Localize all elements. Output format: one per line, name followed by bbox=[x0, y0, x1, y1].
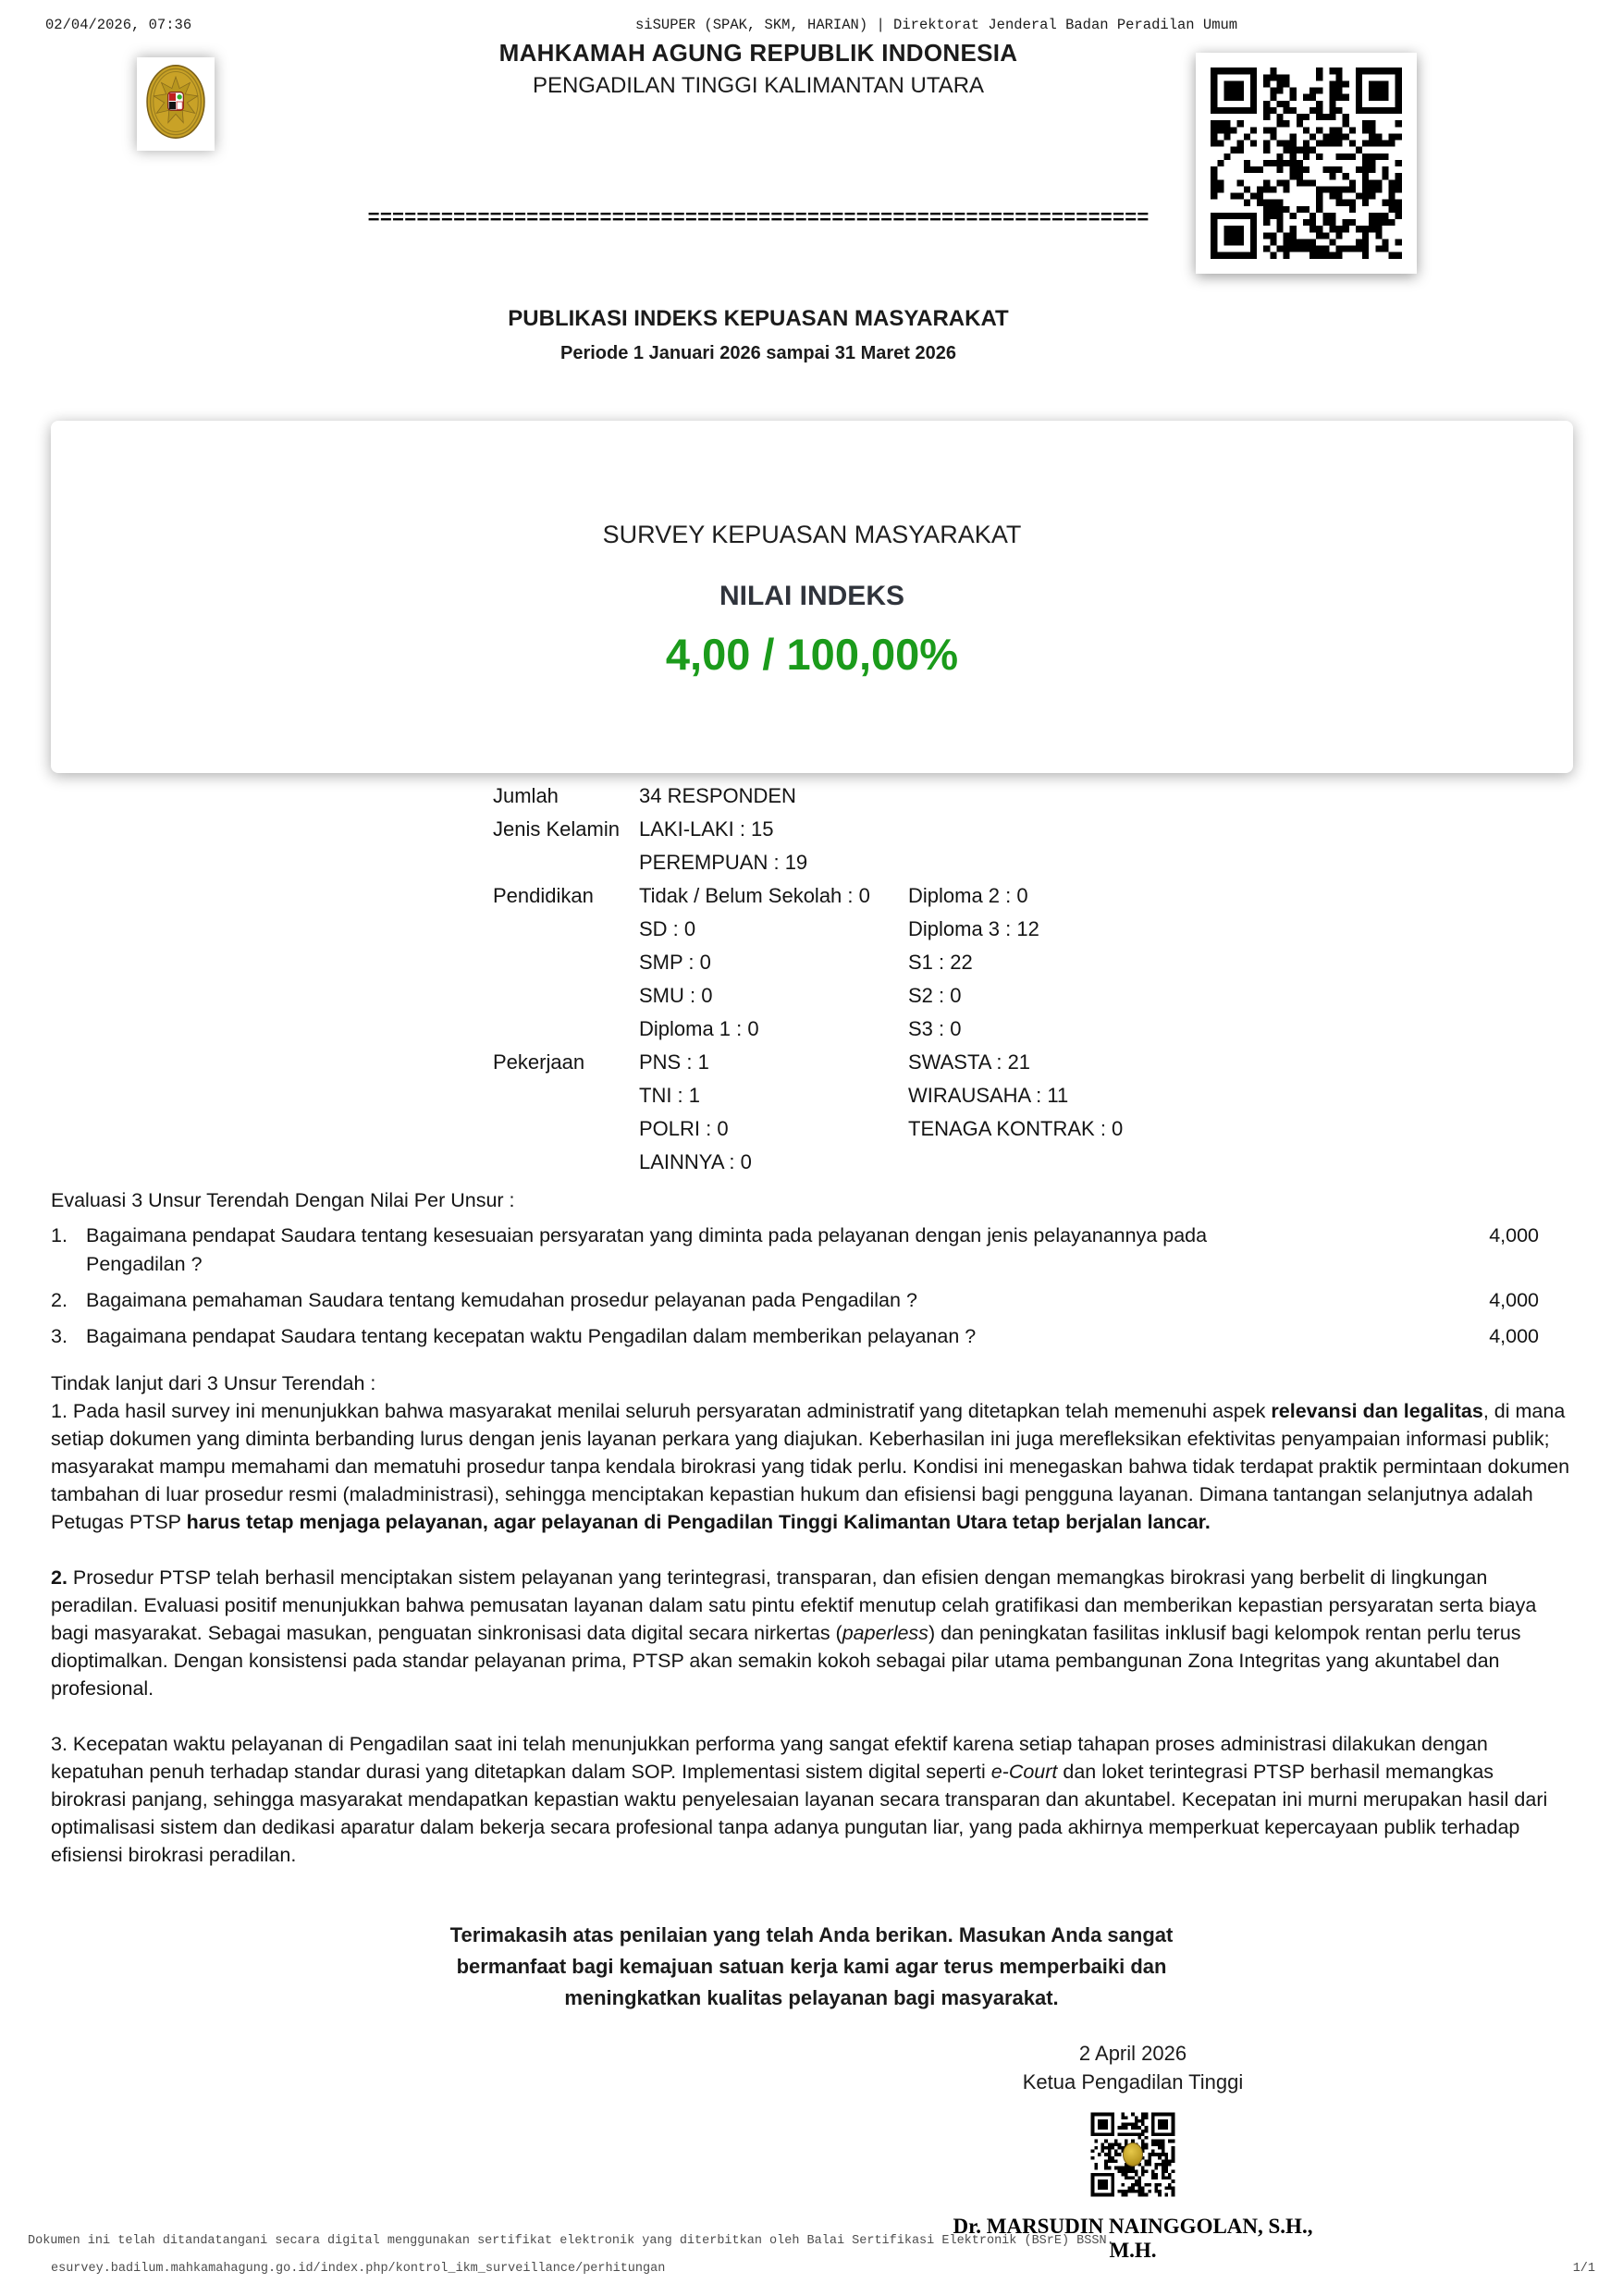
respondent-value: WIRAUSAHA : 11 bbox=[908, 1084, 1069, 1107]
respondent-value: S1 : 22 bbox=[908, 951, 973, 974]
respondent-label bbox=[493, 1079, 639, 1112]
respondent-value bbox=[908, 813, 1123, 846]
signature-role: Ketua Pengadilan Tinggi bbox=[1022, 2070, 1244, 2093]
respondent-value: Tidak / Belum Sekolah : 0 bbox=[639, 884, 870, 907]
item-score: 4,000 bbox=[1489, 1289, 1539, 1311]
respondent-value bbox=[908, 780, 1123, 813]
respondent-label bbox=[493, 846, 639, 879]
item-text: Bagaimana pendapat Saudara tentang kecepatan waktu Pengadilan dalam memberikan pelayanan ? bbox=[86, 1325, 977, 1347]
print-app-title: siSUPER (SPAK, SKM, HARIAN) | Direktorat Jenderal Badan Peradilan Umum bbox=[635, 17, 1238, 33]
organization-name: MAHKAMAH AGUNG REPUBLIK INDONESIA bbox=[498, 39, 1018, 67]
page-number: 1/1 bbox=[1572, 2262, 1595, 2276]
respondent-label: Jenis Kelamin bbox=[493, 817, 620, 841]
evaluation-item bbox=[51, 1222, 1539, 1279]
thank-you-line: Terimakasih atas penilaian yang telah Anda berikan. Masukan Anda sangat bbox=[449, 1923, 1174, 1946]
index-value: 4,00 / 100,00% bbox=[665, 630, 959, 679]
respondent-value: SMP : 0 bbox=[639, 951, 711, 974]
respondent-value: LAINNYA : 0 bbox=[639, 1150, 752, 1173]
index-label: NILAI INDEKS bbox=[719, 581, 904, 611]
court-name: PENGADILAN TINGGI KALIMANTAN UTARA bbox=[532, 73, 985, 98]
publication-title: PUBLIKASI INDEKS KEPUASAN MASYARAKAT bbox=[508, 306, 1009, 331]
respondent-value bbox=[908, 1146, 1123, 1179]
respondent-value: 34 RESPONDEN bbox=[639, 784, 796, 807]
respondent-value: S2 : 0 bbox=[908, 984, 962, 1007]
evaluation-heading: Evaluasi 3 Unsur Terendah Dengan Nilai Per Unsur : bbox=[51, 1189, 515, 1211]
respondent-label bbox=[493, 913, 639, 946]
thank-you-line: meningkatkan kualitas pelayanan bagi masyarakat. bbox=[564, 1986, 1059, 2009]
evaluation-item bbox=[51, 1286, 1539, 1315]
signature-qr-code-icon bbox=[1088, 2109, 1178, 2200]
signature-date: 2 April 2026 bbox=[1078, 2042, 1187, 2065]
respondent-value: TENAGA KONTRAK : 0 bbox=[908, 1117, 1124, 1140]
print-timestamp: 02/04/2026, 07:36 bbox=[45, 17, 192, 33]
thank-you-note bbox=[0, 1920, 1623, 2014]
respondent-value: SD : 0 bbox=[639, 917, 696, 940]
letterhead-separator: ================================================================ bbox=[367, 207, 1150, 230]
respondent-value: PEREMPUAN : 19 bbox=[639, 851, 808, 874]
respondents-table bbox=[493, 780, 1123, 1179]
footer-disclaimer: Dokumen ini telah ditandatangani secara digital menggunakan sertifikat elektronik yang diterbitkan oleh Balai Sertifikasi Elektronik (BSrE) BSSN. bbox=[28, 2234, 1114, 2248]
followup-section bbox=[51, 1369, 1572, 1897]
item-text: Bagaimana pendapat Saudara tentang kesesuaian persyaratan yang diminta pada pelayanan dengan jenis pelayanannya pada Pengadilan ? bbox=[86, 1224, 1208, 1275]
respondent-value: S3 : 0 bbox=[908, 1017, 962, 1040]
respondent-label: Pendidikan bbox=[493, 884, 594, 907]
respondent-value: Diploma 2 : 0 bbox=[908, 884, 1028, 907]
gold-seal-icon bbox=[1123, 2143, 1143, 2167]
mahkamah-agung-seal-icon bbox=[145, 63, 206, 145]
respondent-value: Diploma 3 : 12 bbox=[908, 917, 1039, 940]
signatory-name: Dr. MARSUDIN NAINGGOLAN, S.H., M.H. bbox=[953, 2215, 1313, 2262]
survey-index-card bbox=[51, 421, 1573, 773]
respondent-value: POLRI : 0 bbox=[639, 1117, 729, 1140]
respondent-label: Pekerjaan bbox=[493, 1050, 585, 1074]
respondent-label bbox=[493, 1112, 639, 1146]
thank-you-line: bermanfaat bagi kemajuan satuan kerja kami agar terus memperbaiki dan bbox=[456, 1955, 1167, 1978]
evaluation-item bbox=[51, 1322, 1539, 1351]
item-score: 4,000 bbox=[1489, 1224, 1539, 1246]
respondent-label bbox=[493, 979, 639, 1013]
item-number: 1. bbox=[51, 1224, 68, 1246]
signature-block bbox=[929, 2039, 1336, 2263]
publication-period: Periode 1 Januari 2026 sampai 31 Maret 2026 bbox=[559, 343, 957, 363]
footer-url: esurvey.badilum.mahkamahagung.go.id/index.php/kontrol_ikm_surveillance/perhitungan bbox=[51, 2262, 666, 2276]
respondent-value: TNI : 1 bbox=[639, 1084, 701, 1107]
item-number: 3. bbox=[51, 1325, 68, 1347]
respondent-label bbox=[493, 946, 639, 979]
respondent-value bbox=[908, 846, 1123, 879]
item-number: 2. bbox=[51, 1289, 68, 1311]
respondent-label bbox=[493, 1146, 639, 1179]
followup-paragraph: 2. Prosedur PTSP telah berhasil menciptakan sistem pelayanan yang terintegrasi, transparan, dan efisien dengan memangkas birokrasi yang berbelit di lingkungan peradilan. Evaluasi positif menunjukkan bahwa pemusatan layanan dalam satu pintu efektif menutup celah gratifikasi dan memberikan kepastian persyaratan serta biaya bagi masyarakat. Sebagai masukan, penguatan sinkronisasi data digital secara nirkertas (paperless) dan peningkatan fasilitas inklusif bagi kelompok rentan perlu terus dioptimalkan. Dengan konsistensi pada standar pelayanan prima, PTSP akan semakin kokoh sebagai pilar utama pembangunan Zona Integritas yang akuntabel dan profesional. bbox=[51, 1566, 1537, 1700]
respondent-value: SWASTA : 21 bbox=[908, 1050, 1031, 1074]
respondent-value: SMU : 0 bbox=[639, 984, 713, 1007]
followup-paragraph: 1. Pada hasil survey ini menunjukkan bahwa masyarakat menilai seluruh persyaratan administratif yang ditetapkan telah memenuhi aspek relevansi dan legalitas, di mana setiap dokumen yang diminta berbanding lurus dengan jenis layanan perkara yang diajukan. Keberhasilan ini juga merefleksikan efektivitas penyampaian informasi publik; masyarakat mampu memahami dan mematuhi prosedur tanpa kendala birokrasi yang tidak perlu. Kondisi ini menegaskan bahwa tidak terdapat praktik permintaan dokumen tambahan di luar prosedur resmi (maladministrasi), sehingga menciptakan kepastian hukum dan efisiensi bagi pengguna layanan. Dimana tantangan selanjutnya adalah Petugas PTSP harus tetap menjaga pelayanan, agar pelayanan di Pengadilan Tinggi Kalimantan Utara tetap berjalan lancar. bbox=[51, 1400, 1570, 1533]
followup-heading: Tindak lanjut dari 3 Unsur Terendah : bbox=[51, 1372, 376, 1394]
respondent-label bbox=[493, 1013, 639, 1046]
court-logo bbox=[137, 57, 215, 151]
followup-paragraph: 3. Kecepatan waktu pelayanan di Pengadilan saat ini telah menunjukkan performa yang sangat efektif karena setiap tahapan proses administrasi dilakukan dengan kepatuhan penuh terhadap standar durasi yang ditetapkan dalam SOP. Implementasi sistem digital seperti e-Court dan loket terintegrasi PTSP berhasil memangkas birokrasi panjang, sehingga masyarakat mendapatkan kepastian waktu penyelesaian layanan secara transparan dan akuntabel. Kecepatan ini murni merupakan hasil dari optimalisasi sistem dan dedikasi aparatur dalam bekerja secara profesional tanpa adanya pungutan liar, yang pada akhirnya memperkuat kepercayaan publik terhadap efisiensi birokrasi peradilan. bbox=[51, 1733, 1548, 1866]
item-score: 4,000 bbox=[1489, 1325, 1539, 1347]
respondent-label: Jumlah bbox=[493, 784, 559, 807]
survey-card-title: SURVEY KEPUASAN MASYARAKAT bbox=[602, 521, 1022, 548]
document-qr-code-icon bbox=[1196, 53, 1417, 274]
evaluation-section bbox=[51, 1186, 1539, 1358]
respondent-value: LAKI-LAKI : 15 bbox=[639, 817, 774, 841]
respondent-value: Diploma 1 : 0 bbox=[639, 1017, 759, 1040]
item-text: Bagaimana pemahaman Saudara tentang kemudahan prosedur pelayanan pada Pengadilan ? bbox=[86, 1289, 917, 1311]
respondent-value: PNS : 1 bbox=[639, 1050, 709, 1074]
